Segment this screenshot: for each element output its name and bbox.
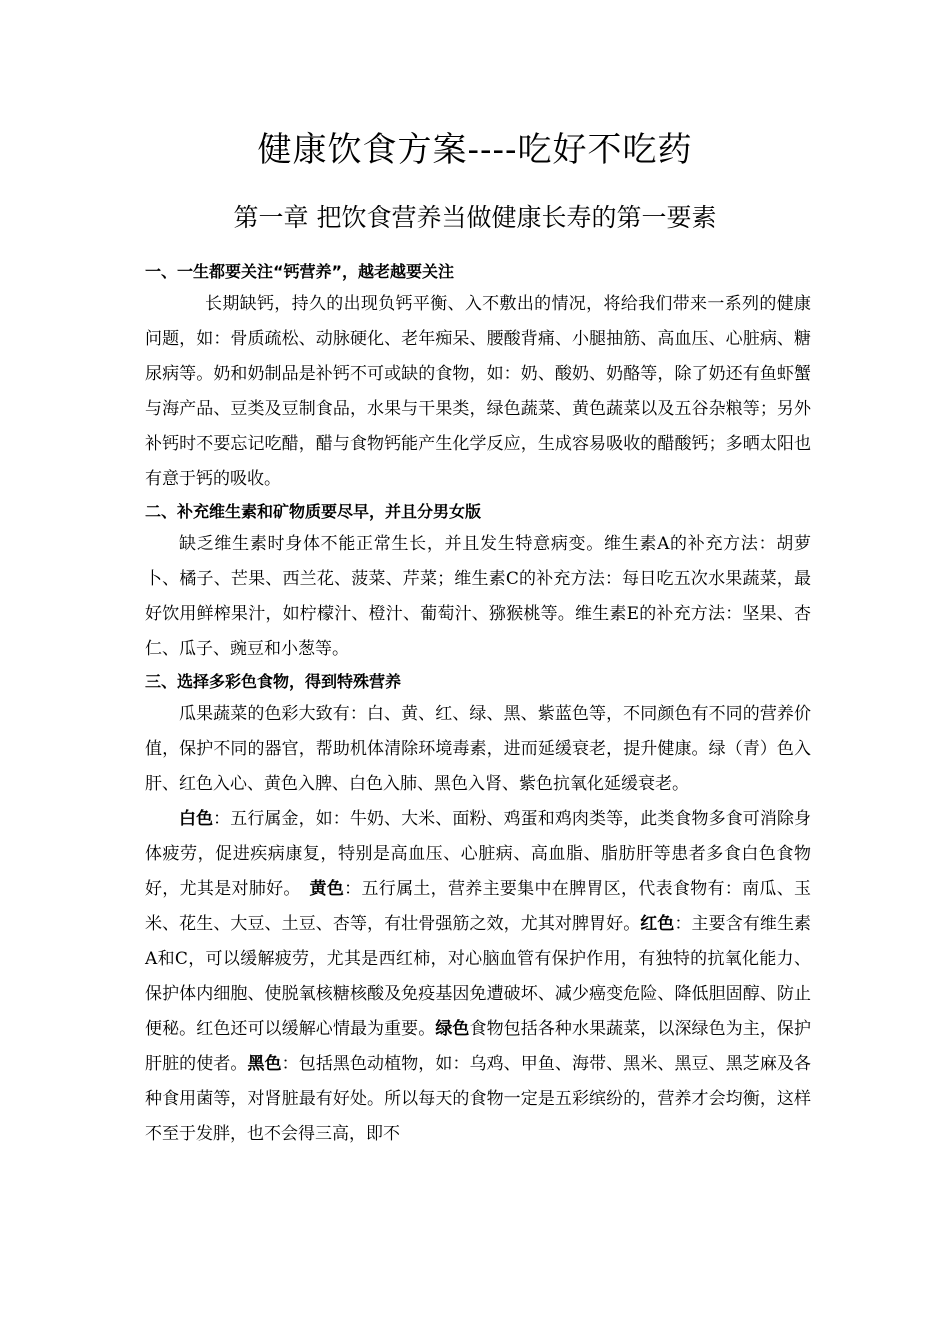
section-paragraph-calcium: 长期缺钙，持久的出现负钙平衡、入不敷出的情况，将给我们带来一系列的健康问题，如：骨质疏松、动脉硬化、老年痴呆、腰酸背痛、小腿抽筋、高血压、心脏病、糖尿病等。奶和奶制品是补钙不可或缺的食物，如：奶、酸奶、奶酪等，除了奶还有鱼虾蟹与海产品、豆类及豆制食品，水果与干果类，绿色蔬菜、黄色蔬菜以及五谷杂粮等；另外补钙时不要忘记吃醋，醋与食物钙能产生化学反应，生成容易吸收的醋酸钙；多晒太阳也有意于钙的吸收。: [145, 294, 811, 489]
document-body: [145, 257, 811, 1152]
white-text: ：五行属金，如：牛奶、大米、面粉、鸡蛋和鸡肉类等，此类食物多食可消除身体疲劳，促进疾病康复，特别是高血压、心脏病、高血脂、脂肪肝等患者多食白色食物好，尤其是对肺好。: [145, 809, 812, 899]
section-paragraph-colors: 瓜果蔬菜的色彩大致有：白、黄、红、绿、黑、紫蓝色等，不同颜色有不同的营养价值，保护不同的器官，帮助机体清除环境毒素，进而延缓衰老，提升健康。绿（青）色入肝、红色入心、黄色入脾、白色入肺、黑色入肾、紫色抗氧化延缓衰老。: [145, 704, 811, 794]
black-text: ：包括黑色动植物，如：乌鸡、甲鱼、海带、黑米、黑豆、黑芝麻及各种食用菌等，对肾脏最有好处。所以每天的食物一定是五彩缤纷的，营养才会均衡，这样不至于发胖，也不会得三高，即不: [145, 1054, 812, 1144]
red-label: 红色: [640, 914, 675, 934]
chapter-heading: 第一章 把饮食营养当做健康长寿的第一要素: [233, 203, 717, 232]
green-label: 绿色: [435, 1019, 470, 1039]
red-text: ：主要含有维生素A和C，可以缓解疲劳，尤其是西红柿，对心脑血管有保护作用，有独特的抗氧化能力、保护体内细胞、使脱氧核糖核酸及免疫基因免遭破坏、减少癌变危险、降低胆固醇、防止便秘。红色还可以缓解心情最为重要。: [145, 914, 812, 1039]
yellow-text: ：五行属土，营养主要集中在脾胃区，代表食物有：南瓜、玉米、花生、大豆、土豆、杏等，有壮骨强筋之效，尤其对脾胃好。: [145, 879, 812, 934]
color-foods-paragraph: [145, 802, 811, 1152]
black-label: 黑色: [247, 1054, 282, 1074]
section-heading-calcium: 一、一生都要关注“钙营养”，越老越要关注: [145, 262, 455, 281]
section-heading-vitamins: 二、补充维生素和矿物质要尽早，并且分男女版: [145, 502, 482, 521]
section-heading-colors: 三、选择多彩色食物，得到特殊营养: [145, 672, 402, 691]
section-paragraph-vitamins: 缺乏维生素时身体不能正常生长，并且发生特意病变。维生素A的补充方法：胡萝卜、橘子、芒果、西兰花、菠菜、芹菜；维生素C的补充方法：每日吃五次水果蔬菜，最好饮用鲜榨果汁，如柠檬汁、橙汁、葡萄汁、猕猴桃等。维生素E的补充方法：坚果、杏仁、瓜子、豌豆和小葱等。: [145, 534, 811, 659]
white-label: 白色: [179, 809, 214, 829]
green-text: 食物包括各种水果蔬菜，以深绿色为主，保护肝脏的使者。: [145, 1019, 812, 1074]
document-title: 健康饮食方案----吃好不吃药: [257, 130, 693, 170]
yellow-label: 黄色: [309, 879, 345, 899]
